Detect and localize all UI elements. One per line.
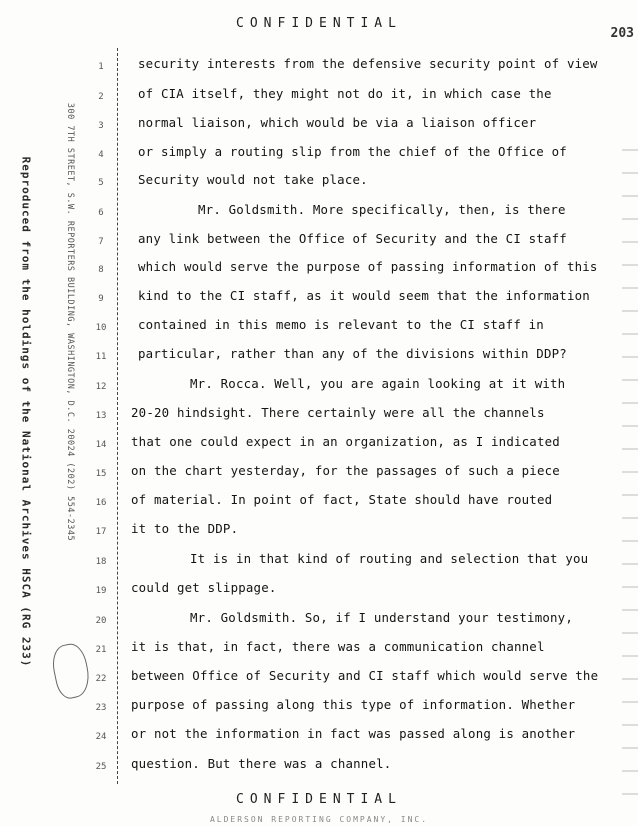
transcript-line: Mr. Goldsmith. So, if I understand your testimony,: [190, 610, 573, 625]
line-number: 11: [95, 352, 107, 362]
line-number: 5: [98, 178, 104, 188]
transcript-line: between Office of Security and CI staff which would serve the: [131, 668, 599, 683]
line-number: 17: [95, 527, 107, 537]
transcript-line: or not the information in fact was passed along is another: [131, 726, 576, 741]
line-number: 25: [95, 762, 107, 772]
line-number: 14: [95, 440, 107, 450]
line-number: 24: [95, 732, 107, 742]
line-number: 16: [95, 498, 107, 508]
transcript-line: any link between the Office of Security and the CI staff: [138, 231, 567, 246]
transcript-line: of material. In point of fact, State should have routed: [131, 492, 553, 507]
line-number: 20: [95, 616, 107, 626]
line-number: 10: [95, 323, 107, 333]
transcript-line: Mr. Goldsmith. More specifically, then, is there: [198, 202, 566, 217]
line-number: 4: [98, 150, 104, 160]
line-number: 2: [98, 92, 104, 102]
transcript-line: question. But there was a channel.: [131, 756, 392, 771]
header-classification: CONFIDENTIAL: [236, 16, 402, 31]
line-number: 18: [95, 557, 107, 567]
line-number: 3: [98, 121, 104, 131]
line-number: 6: [98, 208, 104, 218]
reporting-company: ALDERSON REPORTING COMPANY, INC.: [209, 815, 429, 824]
line-number: 9: [98, 294, 104, 304]
transcript-line: normal liaison, which would be via a liaison officer: [138, 115, 537, 130]
transcript-line: Security would not take place.: [138, 172, 368, 187]
transcript-line: contained in this memo is relevant to the CI staff in: [138, 317, 544, 332]
footer-classification: CONFIDENTIAL: [236, 792, 402, 807]
transcript-line: or simply a routing slip from the chief of the Office of: [138, 144, 567, 159]
line-number: 21: [95, 645, 107, 655]
transcript-line: security interests from the defensive security point of view: [138, 56, 598, 71]
line-number: 1: [98, 62, 104, 72]
margin-rule: [117, 48, 118, 784]
transcript-line: on the chart yesterday, for the passages of such a piece: [131, 463, 560, 478]
transcript-line: kind to the CI staff, as it would seem that the information: [138, 288, 590, 303]
transcript-line: it to the DDP.: [131, 521, 239, 536]
transcript-line: of CIA itself, they might not do it, in which case the: [138, 86, 552, 101]
line-number: 8: [98, 265, 104, 275]
transcript-line: could get slippage.: [131, 580, 277, 595]
transcript-line: particular, rather than any of the divisions within DDP?: [138, 346, 567, 361]
line-number: 23: [95, 703, 107, 713]
line-number: 7: [98, 237, 104, 247]
handwritten-initials-stamp: [49, 641, 93, 701]
reporter-address-text: 300 7TH STREET, S.W. REPORTERS BUILDING, WASHINGTON, D.C. 20024 (202) 554-2345: [65, 102, 75, 542]
archive-note-text: Reproduced from the holdings of the National Archives HSCA (RG 233): [19, 156, 33, 668]
scan-edge-artifact: [622, 140, 638, 800]
transcript-line: It is in that kind of routing and selection that you: [190, 551, 589, 566]
transcript-line: Mr. Rocca. Well, you are again looking at it with: [190, 376, 566, 391]
line-number: 22: [95, 674, 107, 684]
page-number: 203: [610, 26, 634, 41]
line-number: 19: [95, 586, 107, 596]
transcript-line: it is that, in fact, there was a communication channel: [131, 639, 545, 654]
line-number: 13: [95, 411, 107, 421]
line-number: 12: [95, 382, 107, 392]
line-number: 15: [95, 469, 107, 479]
transcript-line: that one could expect in an organization, as I indicated: [131, 434, 560, 449]
transcript-line: which would serve the purpose of passing information of this: [138, 259, 598, 274]
transcript-line: purpose of passing along this type of information. Whether: [131, 697, 576, 712]
transcript-line: 20-20 hindsight. There certainly were all the channels: [131, 405, 545, 420]
